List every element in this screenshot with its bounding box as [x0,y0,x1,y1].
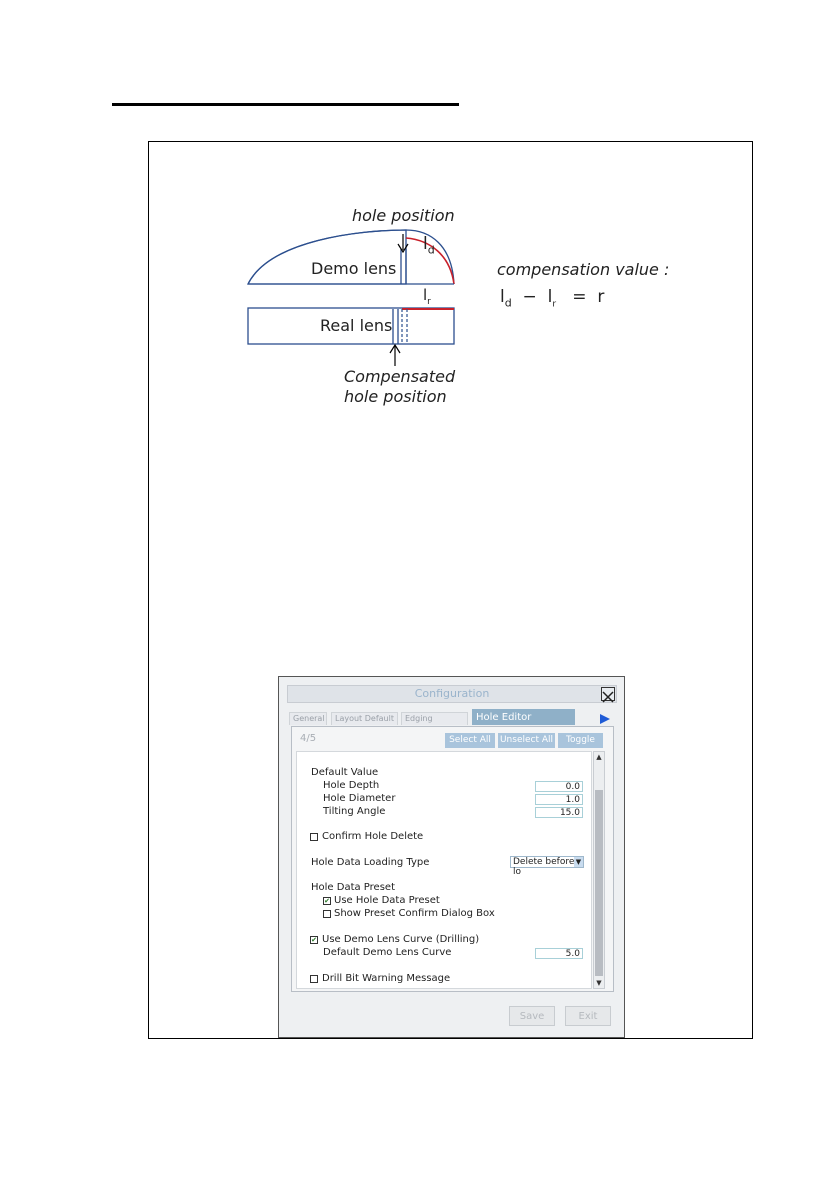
confirm-hole-delete-checkbox[interactable] [310,833,318,841]
scrollbar-thumb[interactable] [595,790,603,976]
loading-type-value: Delete before lo [513,857,575,877]
use-demo-curve-checkbox[interactable] [310,936,318,944]
compensated-label-line1: Compensated [344,367,456,386]
tilting-angle-label: Tilting Angle [323,806,386,817]
page-indicator: 4/5 [300,733,317,744]
save-button[interactable]: Save [509,1006,555,1026]
default-value-header: Default Value [311,767,379,778]
tab-edging-default[interactable]: Edging [401,712,468,725]
default-demo-curve-label: Default Demo Lens Curve [323,947,452,958]
close-button[interactable] [601,687,615,701]
hole-depth-field[interactable]: 0.0 [535,781,583,792]
tab-general[interactable]: General [289,712,327,725]
default-demo-curve-field[interactable]: 5.0 [535,948,583,959]
compensation-formula: $l_d - l_r$ = r [500,287,605,310]
close-icon [602,691,614,703]
lens-compensation-diagram [230,200,670,415]
ld-label: $l_d$ [423,234,435,257]
toggle-button[interactable]: Toggle [558,733,603,748]
compensated-label-line2: hole position [344,387,447,406]
exit-button[interactable]: Exit [565,1006,611,1026]
tab-layout-default[interactable]: Layout Default [331,712,398,725]
loading-type-select[interactable] [510,856,584,877]
vertical-scrollbar[interactable] [593,751,605,989]
configuration-dialog [278,676,625,1038]
use-preset-label: Use Hole Data Preset [334,895,440,906]
checkmark-icon: ✔ [324,897,330,905]
checkmark-icon: ✔ [311,936,317,944]
tab-scroll-right-icon[interactable] [600,714,610,724]
real-lens-label: Real lens [320,316,393,335]
drill-bit-warning-label: Drill Bit Warning Message [322,973,451,984]
hole-depth-label: Hole Depth [323,780,380,791]
use-preset-checkbox[interactable] [323,897,331,905]
scroll-down-icon[interactable]: ▼ [596,979,602,987]
show-confirm-label: Show Preset Confirm Dialog Box [334,908,495,919]
hole-diameter-label: Hole Diameter [323,793,396,804]
tab-bar [289,709,619,725]
tilting-angle-field[interactable]: 15.0 [535,807,583,818]
tab-hole-editor-default[interactable]: Hole Editor [472,709,575,725]
compensation-title: compensation value : [497,260,670,279]
settings-panel [291,726,614,992]
show-confirm-checkbox[interactable] [323,910,331,918]
confirm-hole-delete-label: Confirm Hole Delete [322,831,424,842]
hole-position-label: hole position [352,206,455,225]
scroll-up-icon[interactable]: ▲ [596,753,602,761]
lr-label: $l_r$ [423,286,431,307]
drill-bit-warning-checkbox[interactable] [310,975,318,983]
select-all-button[interactable]: Select All [445,733,495,748]
preset-header: Hole Data Preset [311,882,395,893]
loading-type-label: Hole Data Loading Type [311,857,430,868]
hole-diameter-field[interactable]: 1.0 [535,794,583,805]
dialog-titlebar [287,685,617,703]
chevron-down-icon[interactable]: ▼ [575,858,582,866]
dialog-title: Configuration [414,687,490,700]
settings-list [296,751,592,989]
demo-lens-label: Demo lens [311,259,397,278]
section-heading-rule [112,103,459,106]
use-demo-curve-label: Use Demo Lens Curve (Drilling) [322,934,480,945]
unselect-all-button[interactable]: Unselect All [498,733,555,748]
